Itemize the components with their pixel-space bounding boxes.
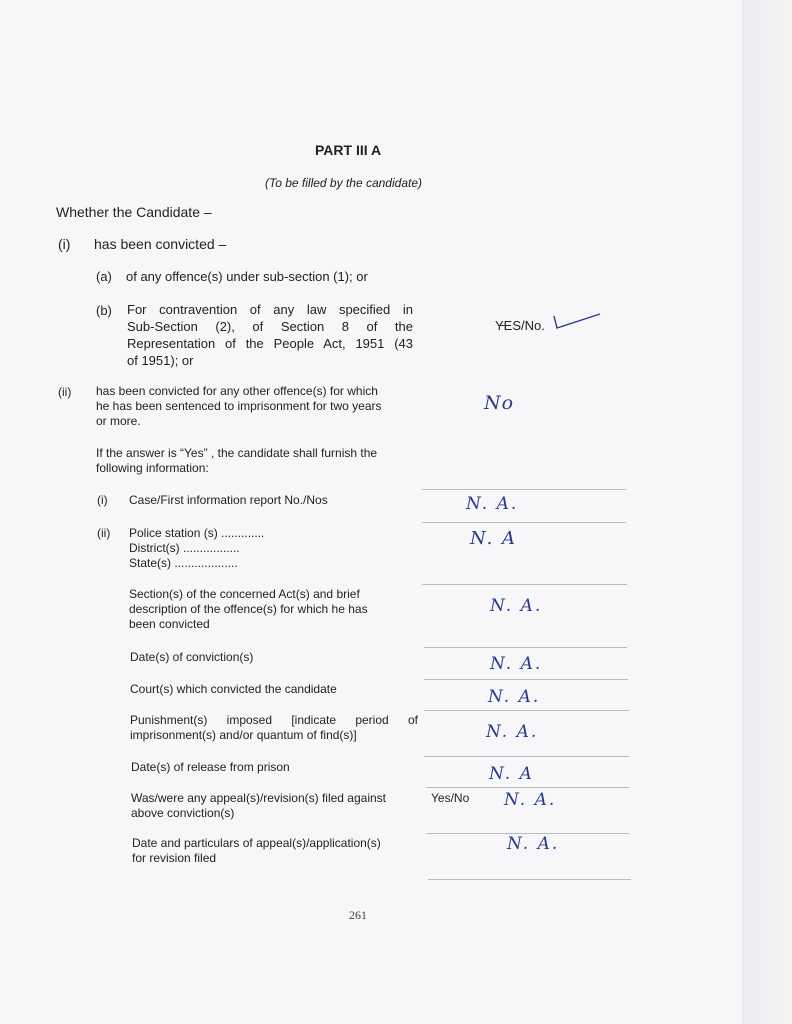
part-title: PART III A	[315, 142, 382, 158]
field-case-value: N. A.	[466, 494, 519, 514]
answer-no: /No.	[521, 318, 545, 333]
field-appeal-option: Yes/No	[431, 791, 470, 805]
field-sections-line-2: description of the offence(s) for which he has	[129, 602, 368, 616]
section-i-marker: (i)	[58, 236, 71, 252]
field-appeal-line-1: Was/were any appeal(s)/revision(s) filed against	[131, 791, 386, 805]
answer-line	[422, 522, 626, 523]
field-dates-conviction-label: Date(s) of conviction(s)	[130, 650, 254, 664]
field-punishment-line-1: Punishment(s) imposed [indicate period of	[130, 713, 418, 727]
answer-line	[424, 679, 628, 680]
field-sections-value: N. A.	[490, 596, 543, 616]
answer-yes-struck: YES	[495, 318, 522, 333]
field-release-value: N. A	[489, 764, 534, 784]
field-appeal-line-2: above conviction(s)	[131, 806, 235, 820]
field-punishment-value: N. A.	[486, 722, 539, 742]
section-i-b-line-1: For contravention of any law specified in	[127, 302, 413, 317]
section-i-text: has been convicted –	[94, 236, 227, 252]
field-sections-line-3: been convicted	[129, 617, 210, 631]
answer-line	[424, 647, 627, 648]
field-district: District(s) .................	[129, 541, 240, 555]
instruction-line-2: following information:	[96, 461, 209, 475]
page-number: 261	[349, 908, 367, 922]
answer-line	[422, 489, 626, 490]
field-court-value: N. A.	[488, 687, 541, 707]
section-i-b-line-2: Sub-Section (2), of Section 8 of the	[127, 319, 413, 334]
page-edge	[742, 0, 792, 1024]
section-i-b-line-3: Representation of the People Act, 1951 (43	[127, 336, 413, 351]
part-subtitle: (To be filled by the candidate)	[265, 176, 422, 190]
field-police-value: N. A	[470, 528, 518, 549]
intro-text: Whether the Candidate –	[56, 204, 212, 220]
section-ii-answer: No	[484, 392, 515, 414]
section-i-b-marker: (b)	[96, 303, 112, 318]
section-ii-marker: (ii)	[58, 385, 72, 399]
field-court-label: Court(s) which convicted the candidate	[130, 682, 337, 696]
section-i-a-text: of any offence(s) under sub-section (1); or	[126, 269, 368, 284]
tick-mark-icon	[552, 312, 604, 332]
field-appeal-value: N. A.	[504, 790, 557, 810]
section-i-b-line-4: of 1951); or	[127, 353, 194, 368]
instruction-line-1: If the answer is “Yes” , the candidate shall furnish the	[96, 446, 378, 460]
field-sections-line-1: Section(s) of the concerned Act(s) and brief	[129, 587, 360, 601]
field-police-marker: (ii)	[97, 526, 111, 540]
section-ii-line-2: he has been sentenced to imprisonment for two years	[96, 399, 382, 413]
field-particulars-line-1: Date and particulars of appeal(s)/application(s)	[132, 836, 381, 850]
field-case-label: Case/First information report No./Nos	[129, 493, 328, 507]
field-punishment-line-2: imprisonment(s) and/or quantum of find(s)]	[130, 728, 357, 742]
section-i-answer	[495, 318, 545, 333]
field-dates-conviction-value: N. A.	[490, 654, 543, 674]
answer-line	[422, 584, 627, 585]
answer-line	[424, 710, 629, 711]
answer-line	[424, 756, 629, 757]
section-ii-line-3: or more.	[96, 414, 141, 428]
section-ii-line-1: has been convicted for any other offence(s) for which	[96, 384, 378, 398]
field-state: State(s) ...................	[129, 556, 238, 570]
answer-line	[426, 787, 629, 788]
field-particulars-line-2: for revision filed	[132, 851, 217, 865]
field-particulars-value: N. A.	[507, 834, 560, 854]
field-police-station: Police station (s) .............	[129, 526, 265, 540]
field-release-label: Date(s) of release from prison	[131, 760, 290, 774]
field-case-marker: (i)	[97, 493, 108, 507]
answer-line	[428, 879, 631, 880]
section-i-a-marker: (a)	[96, 269, 112, 284]
